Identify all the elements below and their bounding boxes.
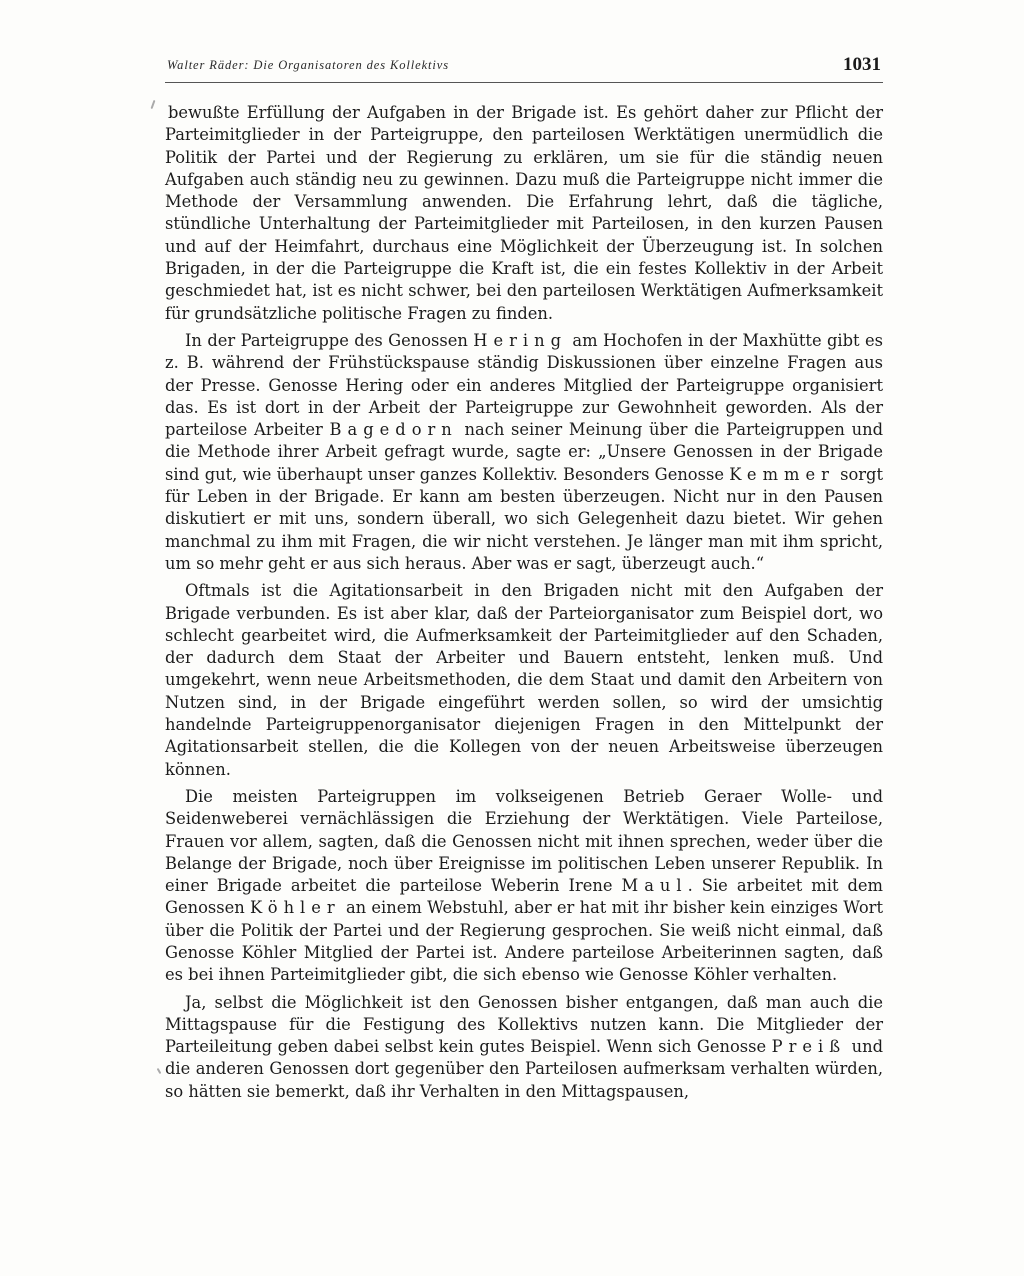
paragraph-1 xyxy=(165,102,883,325)
paragraph-5 xyxy=(165,992,883,1103)
text-segment: In der Parteigruppe des Genossen xyxy=(185,330,474,350)
text-segment: an einem Webstuhl, aber er hat mit ihr bisher kein einziges Wort über die Politik der Partei und der Regierung gesprochen. Sie weiß nicht einmal, daß Genosse Köhler Mitglied der Partei ist. Andere parteilose Arbeiterinnen sagten, daß es bei ihnen Parteimitglieder gibt, die sich ebenso wie Genosse Köhler verhalten. xyxy=(165,898,883,985)
text-segment: . Sie arbeitet mit dem Genossen xyxy=(165,876,883,918)
text-segment: Die meisten Parteigruppen im volkseigenen Betrieb Geraer Wolle- und Seidenweberei vernächlässigen die Erziehung der Werktätigen. Viele Parteilose, Frauen vor allem, sagten, daß die Genossen nicht mit ihnen sprechen, weder über die Belange der Brigade, noch über Ereignisse im politischen Leben unserer Republik. In einer Brigade arbeitet die parteilose Weberin Irene xyxy=(165,786,883,896)
spaced-name-koehler: Köhler xyxy=(250,898,341,918)
spaced-name-hering: Hering xyxy=(473,330,568,350)
margin-mark xyxy=(157,1068,162,1074)
body-text xyxy=(165,102,883,1108)
text-segment: am Hochofen in der Maxhütte gibt es z. B. während der Frühstückspause ständig Diskussionen über einzelne Fragen aus der Presse. Genosse Hering oder ein anderes Mitglied der Parteigruppe organisiert das. Es ist dort in der Arbeit der Parteigruppe zur Gewohnheit geworden. Als der parteilose Arbeiter xyxy=(165,330,883,440)
spaced-name-preiss: Preiß xyxy=(771,1037,847,1057)
page-number: 1031 xyxy=(843,54,881,75)
spaced-name-bagedorn: Bagedorn xyxy=(329,420,458,440)
text-segment: Ja, selbst die Möglichkeit ist den Genossen bisher entgangen, daß man auch die Mittagspause für die Festigung des Kollektivs nutzen kann. Die Mitglieder der Parteileitung geben dabei selbst kein gutes Beispiel. Wenn sich Genosse xyxy=(165,992,883,1057)
paragraph-4 xyxy=(165,786,883,987)
text-segment: und die anderen Genossen dort gegenüber den Parteilosen aufmerksam verhalten würden, so hätten sie bemerkt, daß ihr Verhalten in den Mittagspausen, xyxy=(165,1037,883,1101)
text-segment: bewußte Erfüllung der Aufgaben in der Brigade ist. Es gehört daher zur Pflicht der Parteimitglieder in der Parteigruppe, den parteilosen Werktätigen unermüdlich die Politik der Partei und der Regierung zu erklären, um sie für die ständig neuen Aufgaben auch ständig neu zu gewinnen. Dazu muß die Parteigruppe nicht immer die Methode der Versammlung anwenden. Die Erfahrung lehrt, daß die tägliche, stündliche Unterhaltung der Parteimitglieder mit Parteilosen, in den kurzen Pausen und auf der Heimfahrt, durchaus eine Möglichkeit der Überzeugung ist. In solchen Brigaden, in der die Parteigruppe die Kraft ist, die ein festes Kollektiv in der Arbeit geschmiedet hat, ist es nicht schwer, bei den parteilosen Werktätigen Aufmerksamkeit für grundsätzliche politische Fragen zu finden. xyxy=(165,103,883,323)
text-segment: nach seiner Meinung über die Parteigruppen und die Methode ihrer Arbeit gefragt wurde, sagte er: „Unsere Genossen in der Brigade sind gut, wie überhaupt unser ganzes Kollektiv. Besonders Genosse xyxy=(165,420,883,484)
running-header xyxy=(165,52,883,83)
text-segment: Oftmals ist die Agitationsarbeit in den Brigaden nicht mit den Aufgaben der Brigade verbunden. Es ist aber klar, daß der Parteiorganisator zum Beispiel dort, wo schlecht gearbeitet wird, die Aufmerksamkeit der Parteimitglieder auf den Schaden, der dadurch dem Staat der Arbeiter und Bauern entsteht, lenken muß. Und umgekehrt, wenn neue Arbeitsmethoden, die dem Staat und damit den Arbeitern von Nutzen sind, in der Brigade eingeführt werden sollen, so wird der umsichtig handelnde Parteigruppenorganisator diejenigen Fragen in den Mittelpunkt der Agitationsarbeit stellen, die die Kollegen von der neuen Arbeitsweise überzeugen können. xyxy=(165,581,883,779)
paragraph-3 xyxy=(165,580,883,781)
margin-mark xyxy=(151,100,156,109)
paragraph-2 xyxy=(165,330,883,575)
running-title: Walter Räder: Die Organisatoren des Kollektivs xyxy=(167,58,449,72)
spaced-name-kemmer: Kemmer xyxy=(729,464,835,484)
spaced-name-maul: Maul xyxy=(621,876,688,896)
text-segment: sorgt für Leben in der Brigade. Er kann am besten überzeugen. Nicht nur in den Pausen diskutiert er mit uns, sondern überall, wo sich Gelegenheit dazu bietet. Wir gehen manchmal zu ihm mit Fragen, die wir nicht verstehen. Je länger man mit ihm spricht, um so mehr geht er aus sich heraus. Aber was er sagt, überzeugt auch.“ xyxy=(165,464,883,573)
